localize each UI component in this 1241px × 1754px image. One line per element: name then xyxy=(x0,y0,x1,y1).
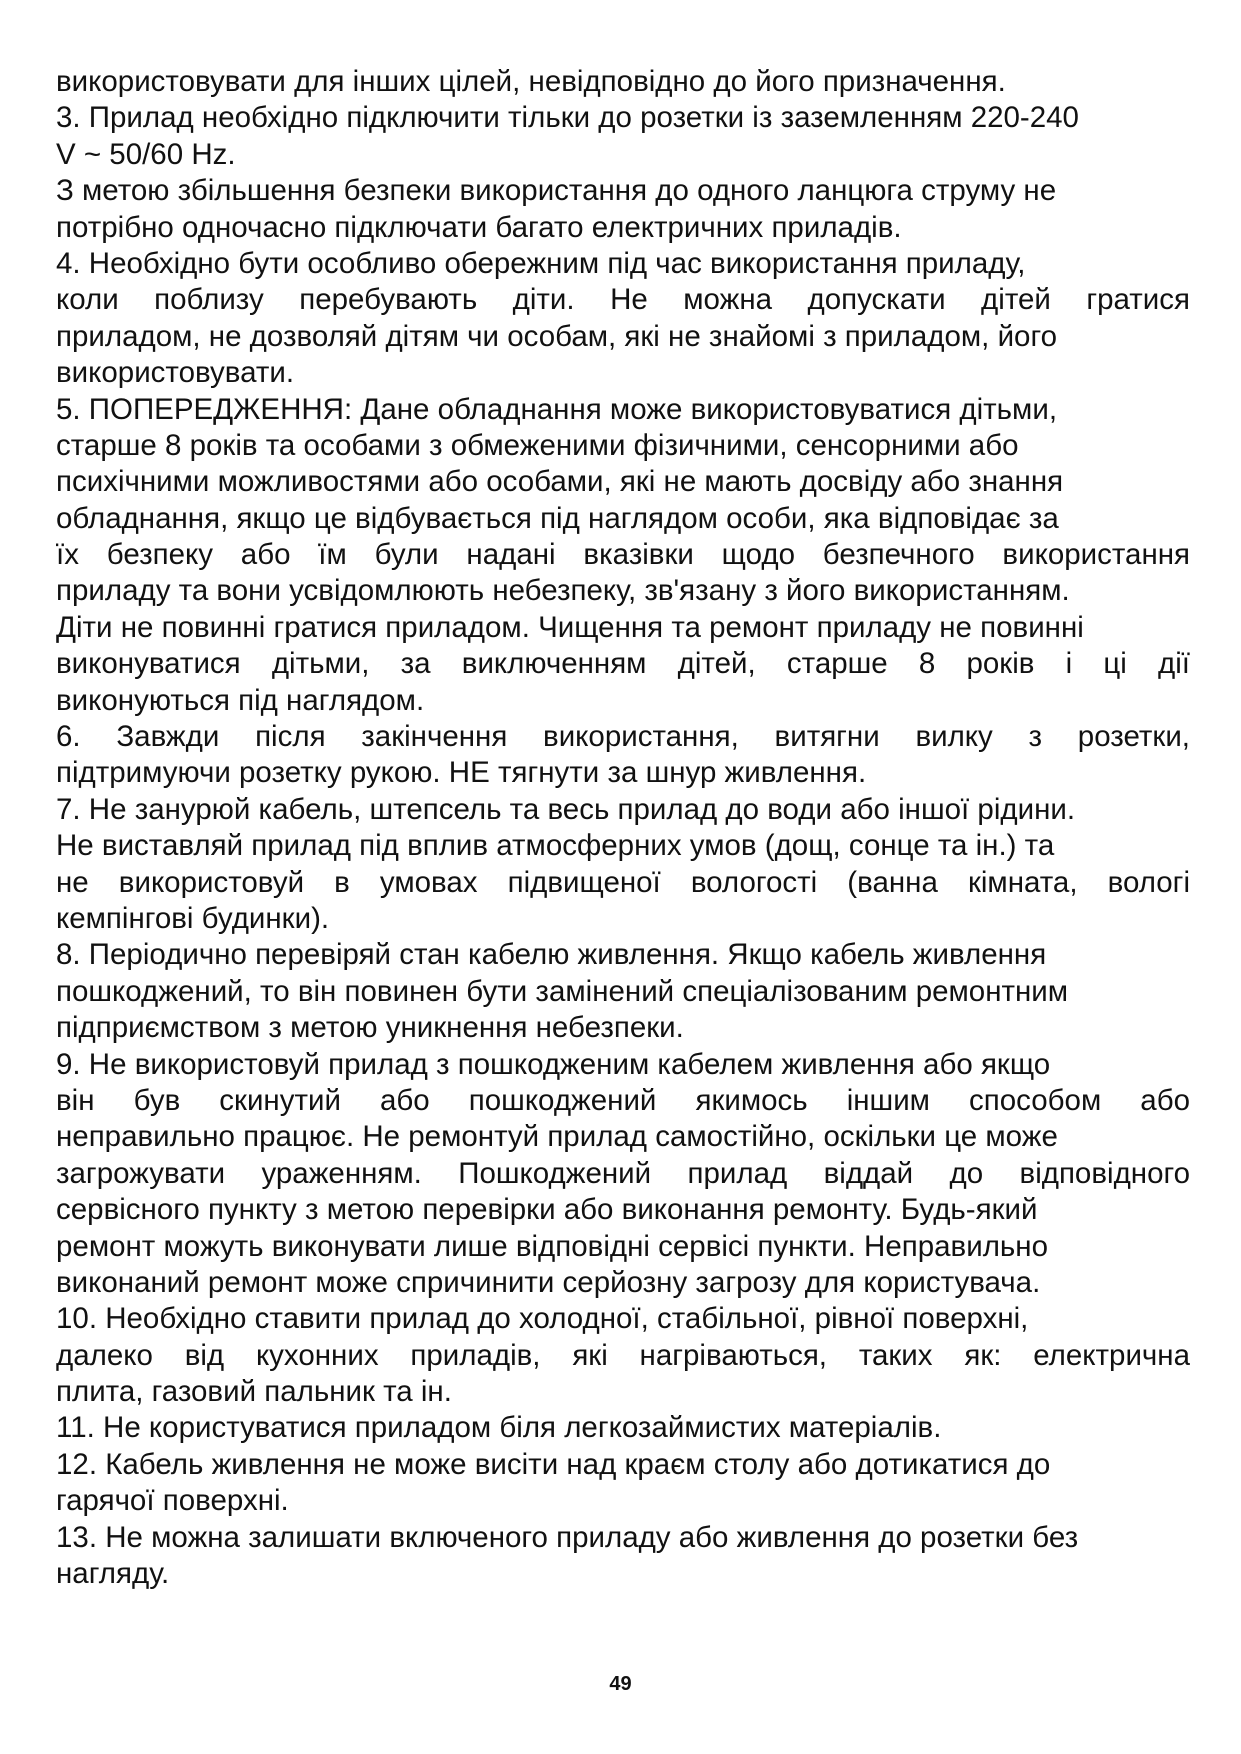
page-number: 49 xyxy=(609,1673,632,1695)
text-line: кемпінгові будинки). xyxy=(56,901,330,935)
text-line: приладом, не дозволяй дітям чи особам, які не знайомі з приладом, його xyxy=(56,319,1057,353)
text-line: використовувати. xyxy=(56,356,295,390)
text-line: психічними можливостями або особами, які не мають досвіду або знання xyxy=(56,465,1064,499)
text-line: він був скинутий або пошкоджений якимось іншим способом або xyxy=(56,1083,1190,1117)
text-line: нагляду. xyxy=(56,1557,170,1591)
text-line: 7. Не занурюй кабель, штепсель та весь прилад до води або іншої рідини. xyxy=(56,792,1076,826)
text-line: 5. ПОПЕРЕДЖЕННЯ: Дане обладнання може використовуватися дітьми, xyxy=(56,392,1058,426)
text-line: З метою збільшення безпеки використання до одного ланцюга струму не xyxy=(56,174,1057,208)
text-line: ремонт можуть виконувати лише відповідні сервісі пункти. Неправильно xyxy=(56,1229,1048,1263)
text-line: виконуються під наглядом. xyxy=(56,683,425,717)
text-line: Діти не повинні гратися приладом. Чищення та ремонт приладу не повинні xyxy=(56,610,1084,644)
text-line: 9. Не використовуй прилад з пошкодженим кабелем живлення або якщо xyxy=(56,1047,1051,1081)
text-line: неправильно працює. Не ремонтуй прилад самостійно, оскільки це може xyxy=(56,1120,1058,1154)
text-line: сервісного пункту з метою перевірки або виконання ремонту. Будь-який xyxy=(56,1193,1038,1227)
text-line: 4. Необхідно бути особливо обережним під час використання приладу, xyxy=(56,246,1026,280)
text-line: 12. Кабель живлення не може висіти над краєм столу або дотикатися до xyxy=(56,1447,1051,1481)
text-line: 13. Не можна залишати включеного приладу або живлення до розетки без xyxy=(56,1520,1079,1554)
text-line: 6. Завжди після закінчення використання, витягни вилку з розетки, xyxy=(56,720,1190,754)
text-line: загрожувати ураженням. Пошкоджений прилад віддай до відповідного xyxy=(56,1156,1190,1190)
text-line: виконаний ремонт може спричинити серйозну загрозу для користувача. xyxy=(56,1265,1041,1299)
text-line: не використовуй в умовах підвищеної вологості (ванна кімната, вологі xyxy=(56,865,1190,899)
text-line: 8. Періодично перевіряй стан кабелю живлення. Якщо кабель живлення xyxy=(56,938,1047,972)
text-line: 3. Прилад необхідно підключити тільки до розетки із заземленням 220-240 xyxy=(56,101,1079,135)
text-line: 10. Необхідно ставити прилад до холодної, стабільної, рівної поверхні, xyxy=(56,1302,1029,1336)
text-line: виконуватися дітьми, за виключенням дітей, старше 8 років і ці дії xyxy=(56,647,1190,681)
text-line: підприємством з метою уникнення небезпеки. xyxy=(56,1011,684,1045)
text-line: далеко від кухонних приладів, які нагріваються, таких як: електрична xyxy=(56,1338,1190,1372)
text-line: плита, газовий пальник та ін. xyxy=(56,1375,452,1409)
text-line: використовувати для інших цілей, невідповідно до його призначення. xyxy=(56,65,1006,98)
text-line: старше 8 років та особами з обмеженими фізичними, сенсорними або xyxy=(56,428,1019,462)
text-line: приладу та вони усвідомлюють небезпеку, зв'язану з його використанням. xyxy=(56,574,1070,608)
text-line: обладнання, якщо це відбувається під наглядом особи, яка відповідає за xyxy=(56,501,1059,535)
text-line: потрібно одночасно підключати багато електричних приладів. xyxy=(56,210,902,244)
text-line: Не виставляй прилад під вплив атмосферних умов (дощ, сонце та ін.) та xyxy=(56,829,1055,863)
text-line: коли поблизу перебувають діти. Не можна допускати дітей гратися xyxy=(56,283,1190,317)
text-line: їх безпеку або їм були надані вказівки щодо безпечного використання xyxy=(56,538,1190,572)
instruction-text xyxy=(56,64,1190,1592)
text-line: V ~ 50/60 Hz. xyxy=(56,137,236,171)
text-line: гарячої поверхні. xyxy=(56,1484,289,1518)
text-line: підтримуючи розетку рукою. НЕ тягнути за шнур живлення. xyxy=(56,756,867,790)
text-line: 11. Не користуватися приладом біля легкозаймистих матеріалів. xyxy=(56,1411,942,1445)
text-line: пошкоджений, то він повинен бути замінений спеціалізованим ремонтним xyxy=(56,974,1069,1008)
